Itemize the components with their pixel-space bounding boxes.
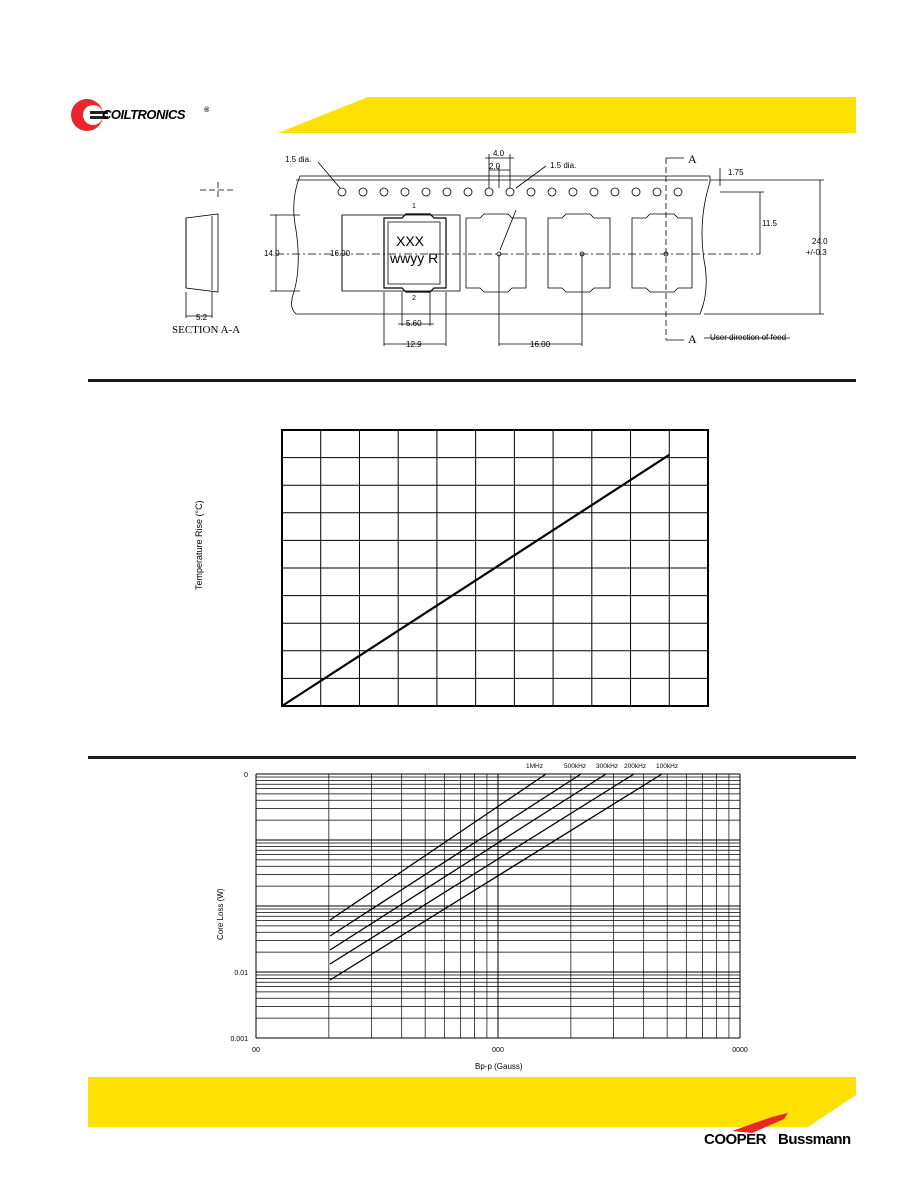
cooper-brand: COOPER [704,1131,767,1148]
cooper-bussmann-logo [704,1113,864,1153]
x-tick-label: 0000 [732,1047,748,1054]
dim-tolerance: +/-0.3 [806,248,827,257]
series-label-200kHz: 200kHz [624,763,647,770]
dim-24: 24.0 [812,237,828,246]
dim-5-6: 5.60 [406,319,422,328]
marking-line-1: XXX [396,233,425,249]
section-dim: 5.2 [196,313,208,322]
core-loss-xlabel: Bp-p (Gauss) [475,1062,523,1071]
x-tick-label: 000 [492,1047,504,1054]
temperature-rise-ylabel: Temperature Rise (°C) [194,500,204,590]
feed-direction-label: User direction of feed [710,333,787,342]
hole-dia-left: 1.5 dia. [285,155,312,164]
series-label-100kHz: 100kHz [656,763,679,770]
y-tick-label: 0.01 [234,970,248,977]
series-label-300kHz: 300kHz [596,763,619,770]
y-tick-label: 0 [244,772,248,779]
coiltronics-logo [68,97,218,133]
section-mark-top: A [688,152,697,166]
section-divider-1 [88,379,856,382]
dim-1-75: 1.75 [728,168,744,177]
dim-16-vertical: 16.00 [330,249,351,258]
tape-reel-drawing [0,140,918,370]
x-tick-label: 00 [252,1047,260,1054]
temperature-rise-svg [230,420,730,720]
dim-12-9: 12.9 [406,340,422,349]
core-loss-line-1MHz [330,774,546,920]
dim-11-5: 11.5 [762,219,777,228]
brand-name: COILTRONICS [102,107,186,122]
core-loss-ylabel: Core Loss (W) [216,888,225,940]
section-mark-bottom: A [688,332,697,346]
pin-1-label: 1 [412,203,416,210]
pin-2-label: 2 [412,295,416,302]
dim-14: 14.0 [264,249,280,258]
section-divider-2 [88,756,856,759]
core-loss-chart [200,760,760,1075]
core-loss-line-200kHz [330,774,634,964]
dim-16-horizontal: 16.00 [530,340,551,349]
temperature-rise-chart [194,420,730,720]
core-loss-line-500kHz [330,774,581,936]
bussmann-brand: Bussmann [778,1131,851,1148]
section-label: SECTION A-A [172,324,241,336]
series-label-500kHz: 500kHz [564,763,587,770]
pitch-4: 4.0 [493,149,505,158]
marking-line-2: wwyy R [390,250,439,266]
y-tick-label: 0.001 [230,1036,248,1043]
pitch-2: 2.0 [489,162,501,171]
hole-dia-center: 1.5 dia. [550,161,577,170]
core-loss-svg [200,760,760,1075]
core-loss-line-100kHz [330,774,662,980]
brand-registered-mark: ® [204,107,210,114]
series-label-1MHz: 1MHz [526,763,543,770]
